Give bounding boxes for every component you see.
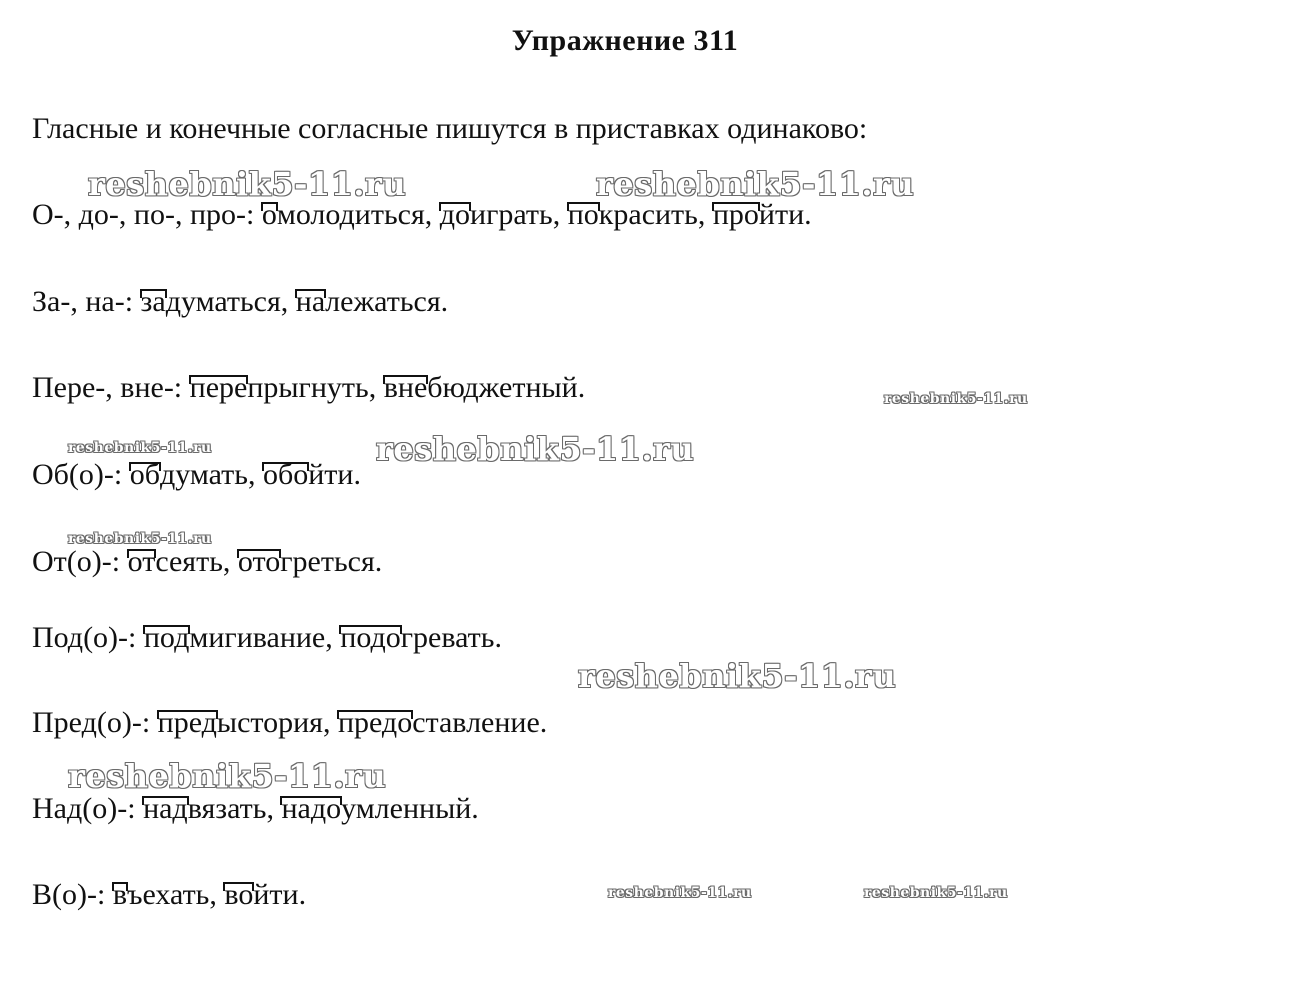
rule-label: От(о)-: [32,545,121,578]
intro-text: Гласные и конечные согласные пишутся в приставках одинаково: [32,112,868,145]
example-word [141,285,281,318]
word-root: думаться [165,285,281,318]
prefix-mark: вне [383,371,428,404]
watermark-logo: reshebnik5-11.ru [68,531,212,547]
word-root: ставление [412,706,540,739]
rule-label: Над(о)-: [32,792,136,825]
example-word [128,545,223,578]
prefix-mark: за [140,285,166,318]
example-word [384,371,578,404]
example-word [158,706,323,739]
word-root: гревать [400,621,495,654]
rule-label: В(о)-: [32,878,106,911]
example-word [238,545,375,578]
prefix-mark: предо [337,706,413,739]
rule-label: О-, до-, по-, про-: [32,198,255,231]
example-word [224,878,298,911]
word-root: играть [470,198,553,231]
rule-label: Пред(о)-: [32,706,151,739]
rule-label: За-, на-: [32,285,134,318]
word-root: йти [758,198,805,231]
watermark-logo: reshebnik5-11.ru [608,885,752,901]
word-root: думать [160,458,248,491]
prefix-mark: обо [262,458,309,491]
watermark-logo: reshebnik5-11.ru [68,757,387,795]
watermark-logo: reshebnik5-11.ru [578,657,897,695]
word-root: молодиться [276,198,425,231]
example-word [144,621,325,654]
word-root: вязать [187,792,267,825]
word-root: ъехать [127,878,210,911]
rule-line: Об(о)-: обдумать, обойти. [32,458,361,491]
page-title: Упражнение 311 [511,24,739,57]
word-root: бюджетный [427,371,578,404]
rule-line: О-, до-, по-, про-: омолодиться, доиграть, покрасить, пройти. [32,198,812,231]
example-word [338,706,540,739]
rule-label: Под(о)-: [32,621,137,654]
rule-line: За-, на-: задуматься, належаться. [32,285,449,318]
prefix-mark: пред [157,706,217,739]
word-root: греться [280,545,375,578]
example-word [440,198,553,231]
prefix-mark: по [567,198,599,231]
word-root: лежаться [325,285,441,318]
prefix-mark: про [712,198,759,231]
word-root: йти [308,458,354,491]
word-root: красить [598,198,698,231]
example-word [143,792,266,825]
prefix-mark: на [295,285,326,318]
example-word [263,458,354,491]
prefix-mark: подо [340,621,401,654]
example-word [113,878,210,911]
prefix-mark: об [129,458,160,491]
prefix-mark: над [143,792,188,825]
rule-line: Пере-, вне-: перепрыгнуть, внебюджетный. [32,371,586,404]
watermark-logo: reshebnik5-11.ru [68,440,212,456]
example-word [296,285,441,318]
watermark-logo: reshebnik5-11.ru [596,165,915,203]
rule-label: Пере-, вне-: [32,371,183,404]
prefix-mark: ото [237,545,281,578]
word-root: умленный [341,792,472,825]
example-word [130,458,248,491]
prefix-mark: во [224,878,254,911]
word-root: мигивание [189,621,326,654]
prefix-mark: пере [189,371,248,404]
prefix-mark: до [439,198,471,231]
example-word [190,371,369,404]
rule-line: В(о)-: въехать, войти. [32,878,307,911]
word-root: сеять [155,545,223,578]
word-root: прыгнуть [247,371,369,404]
rule-label: Об(о)-: [32,458,123,491]
example-word [281,792,471,825]
prefix-mark: от [127,545,156,578]
watermark-logo: reshebnik5-11.ru [376,430,695,468]
prefix-mark: надо [281,792,342,825]
word-root: йти [253,878,299,911]
prefix-mark: в [112,878,127,911]
word-root: ыстория [216,706,323,739]
rule-line: Пред(о)-: предыстория, предоставление. [32,706,548,739]
prefix-mark: о [261,198,277,231]
rule-line: От(о)-: отсеять, отогреться. [32,545,383,578]
rule-line: Под(о)-: подмигивание, подогревать. [32,621,502,654]
prefix-mark: под [143,621,190,654]
watermark-logo: reshebnik5-11.ru [88,165,407,203]
example-word [340,621,494,654]
watermark-logo: reshebnik5-11.ru [884,391,1028,407]
watermark-logo: reshebnik5-11.ru [864,885,1008,901]
rule-line: Над(о)-: надвязать, надоумленный. [32,792,479,825]
